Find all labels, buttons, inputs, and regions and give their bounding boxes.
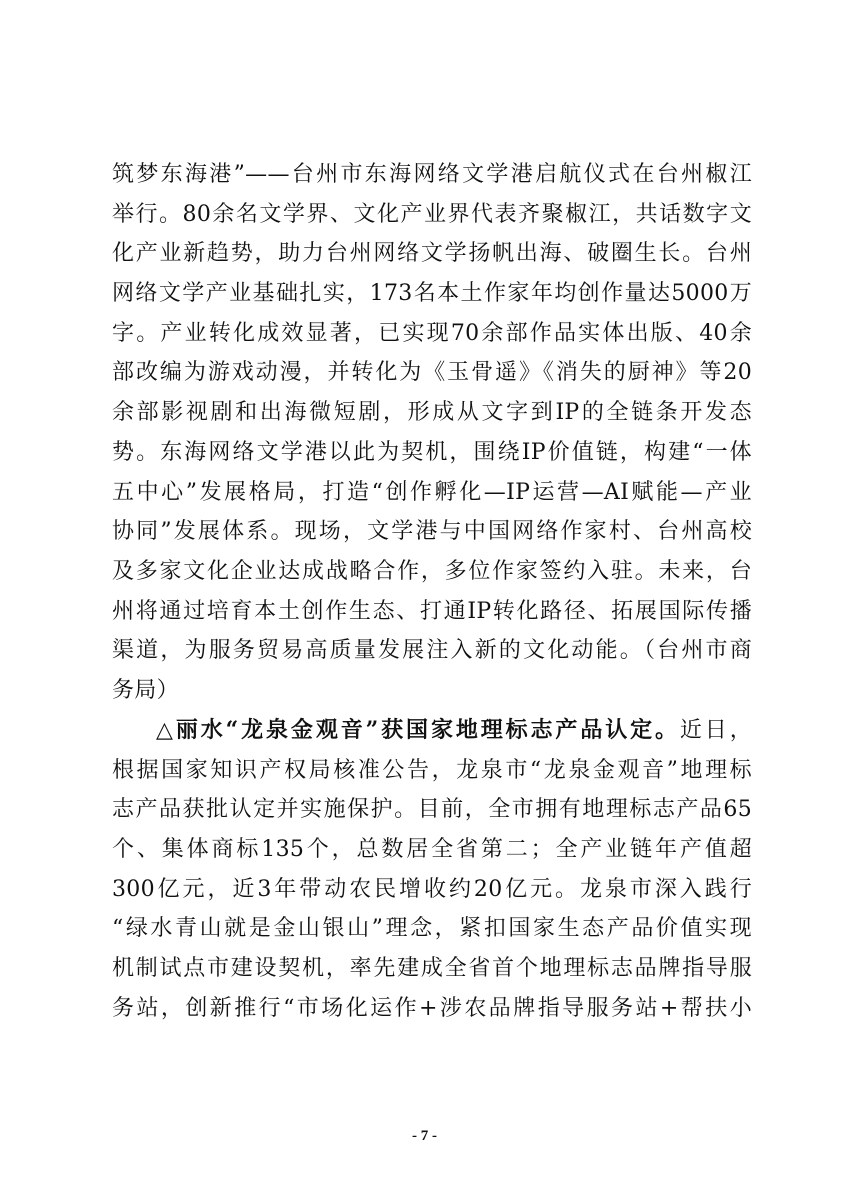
text-line: 协同”发展体系。现场，文学港与中国网络作家村、台州高校 [112, 519, 752, 545]
page-number: - 7 - [412, 1128, 437, 1144]
text-line: “绿水青山就是金山银山”理念，紧扣国家生态产品价值实现 [112, 916, 752, 942]
news-headline: △丽水“龙泉金观音”获国家地理标志产品认定。 [156, 717, 680, 743]
text-line: 势。东海网络文学港以此为契机，围绕IP价值链，构建“一体 [112, 439, 752, 465]
paragraph-lishui-geo-indication [112, 711, 752, 1029]
text-line: 五中心”发展格局，打造“创作孵化—IP运营—AI赋能—产业 [112, 479, 752, 505]
headline-line-rest: 近日， [679, 718, 752, 743]
text-line: 根据国家知识产权局核准公告，龙泉市“龙泉金观音”地理标 [112, 757, 752, 783]
text-line: 个、集体商标135个，总数居全省第二；全产业链年产值超 [112, 837, 752, 863]
paragraph-taizhou-literature [112, 155, 752, 711]
text-line: 字。产业转化成效显著，已实现70余部作品实体出版、40余 [112, 320, 752, 346]
text-line: 渠道，为服务贸易高质量发展注入新的文化动能。（台州市商 [112, 638, 752, 664]
text-line: 机制试点市建设契机，率先建成全省首个地理标志品牌指导服 [112, 956, 752, 982]
headline-line [112, 711, 752, 751]
text-line: 志产品获批认定并实施保护。目前，全市拥有地理标志产品65 [112, 797, 752, 823]
text-line: 300亿元，近3年带动农民增收约20亿元。龙泉市深入践行 [112, 876, 752, 902]
text-line: 余部影视剧和出海微短剧，形成从文字到IP的全链条开发态 [112, 400, 752, 426]
text-line: 举行。80余名文学界、文化产业界代表齐聚椒江，共话数字文 [112, 201, 752, 227]
text-line: 网络文学产业基础扎实，173名本土作家年均创作量达5000万 [112, 281, 752, 307]
text-line: 务局） [112, 677, 179, 703]
text-line: 部改编为游戏动漫，并转化为《玉骨遥》《消失的厨神》等20 [112, 360, 752, 386]
text-line: 化产业新趋势，助力台州网络文学扬帆出海、破圈生长。台州 [112, 241, 752, 267]
text-line: 务站，创新推行“市场化运作+涉农品牌指导服务站+帮扶小 [112, 995, 752, 1021]
text-line: 筑梦东海港”——台州市东海网络文学港启航仪式在台州椒江 [112, 162, 752, 187]
text-line: 州将通过培育本土创作生态、打通IP转化路径、拓展国际传播 [112, 598, 752, 624]
text-line: 及多家文化企业达成战略合作，多位作家签约入驻。未来，台 [112, 558, 752, 584]
